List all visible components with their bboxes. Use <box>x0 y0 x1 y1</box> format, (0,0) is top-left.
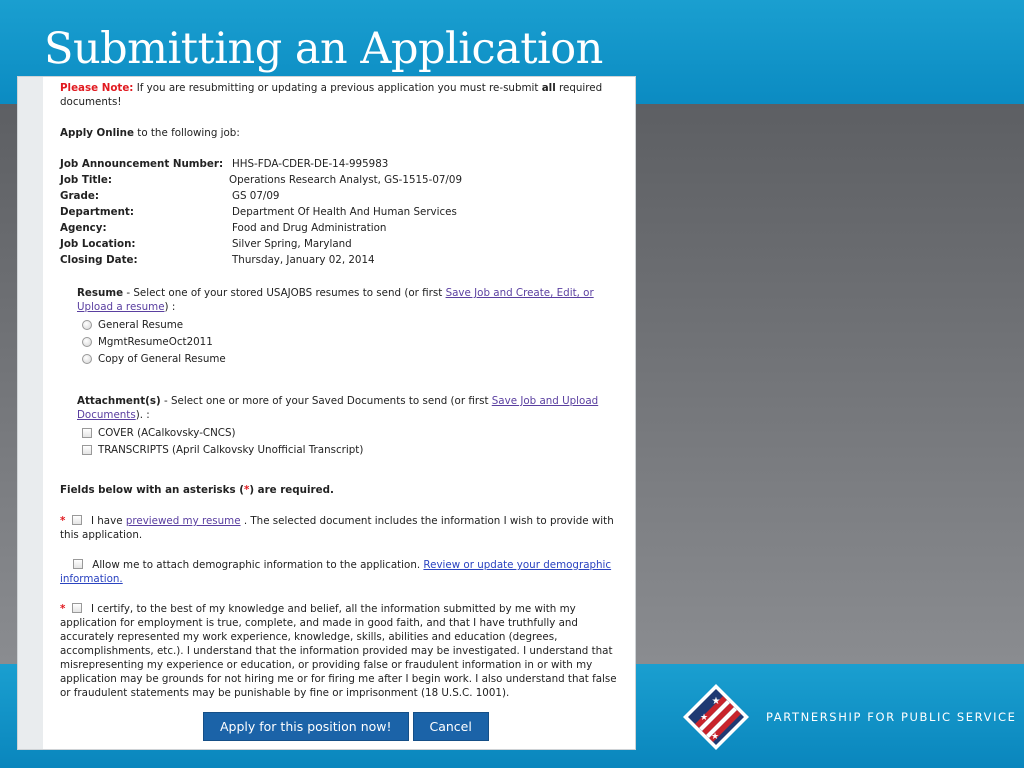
job-announcement-label: Job Announcement Number: <box>60 158 224 170</box>
attachments-label: Attachment(s) <box>77 395 161 407</box>
resume-radio[interactable] <box>82 354 92 364</box>
apply-online-label: Apply Online <box>60 127 134 139</box>
certify-checkbox[interactable] <box>72 603 82 613</box>
resume-text: - Select one of your stored USAJOBS resumes to send (or first <box>126 287 443 299</box>
required-asterisk: * <box>243 484 250 496</box>
previewed-resume-link[interactable]: previewed my resume <box>125 515 241 527</box>
attachment-checkbox[interactable] <box>82 445 92 455</box>
svg-text:★: ★ <box>699 713 709 723</box>
svg-text:★: ★ <box>710 732 720 742</box>
attachment-checkbox[interactable] <box>82 428 92 438</box>
required-note-text-after: ) are required. <box>249 484 334 496</box>
resume-option[interactable] <box>82 350 624 367</box>
attachments-section <box>77 394 624 458</box>
preview-resume-checkbox[interactable] <box>72 515 82 525</box>
job-location-label: Job Location: <box>60 238 136 250</box>
form-buttons <box>203 712 489 741</box>
resume-option-label: General Resume <box>98 318 184 331</box>
slide-title: Submitting an Application <box>44 24 603 74</box>
apply-button[interactable]: Apply for this position now! <box>203 712 409 741</box>
attachment-option-label: TRANSCRIPTS (April Calkovsky Unofficial Transcript) <box>98 443 364 456</box>
note-text: If you are resubmitting or updating a previous application you must re-submit <box>136 82 539 94</box>
upload-documents-link[interactable]: Save Job and Upload Documents <box>77 395 599 421</box>
create-resume-link[interactable]: Save Job and Create, Edit, or Upload a resume <box>77 287 594 313</box>
resume-option-label: MgmtResumeOct2011 <box>98 335 213 348</box>
closing-date-value: Thursday, January 02, 2014 <box>232 254 375 266</box>
demographic-text: Allow me to attach demographic information to the application. <box>92 559 421 571</box>
resume-section <box>77 286 624 367</box>
note-text-after: required documents! <box>60 82 603 108</box>
preview-resume-statement <box>60 514 624 542</box>
note-emphasis: all <box>541 82 556 94</box>
resume-radio[interactable] <box>82 320 92 330</box>
required-asterisk: * <box>60 603 66 615</box>
attachment-option-label: COVER (ACalkovsky-CNCS) <box>98 426 236 439</box>
agency-label: Agency: <box>60 222 107 234</box>
demographic-checkbox[interactable] <box>73 559 83 569</box>
job-announcement-value: HHS-FDA-CDER-DE-14-995983 <box>232 158 389 170</box>
required-asterisk: * <box>60 515 66 527</box>
resume-radio[interactable] <box>82 337 92 347</box>
cancel-button[interactable]: Cancel <box>413 712 489 741</box>
certification-text: I certify, to the best of my knowledge and belief, all the information submitted by me with my application for employment is true, complete, and made in good faith, and that I have truthfully and accurately represented my work experience, knowledge, skills, abilities and education (degrees, accomplishments, etc.). I understand that the information provided may be investigated. I understand that misrepresenting my experience or education, or providing false or fraudulent information in or with my application may be grounds for not hiring me or for firing me after I begin work. I also understand that false or fraudulent statements may be punishable by fine or imprisonment (18 U.S.C. 1001). <box>60 603 617 699</box>
resubmit-note <box>60 81 624 109</box>
application-form <box>60 81 624 700</box>
demographic-statement <box>60 558 624 586</box>
partnership-logo-icon <box>682 683 750 751</box>
preview-text-after: . The selected document includes the information I wish to provide with this application. <box>60 515 614 541</box>
organization-name: PARTNERSHIP FOR PUBLIC SERVICE <box>766 710 1017 724</box>
attachments-text: - Select one or more of your Saved Documents to send (or first <box>163 395 489 407</box>
attachments-instructions <box>77 394 624 422</box>
certification-statement <box>60 602 626 700</box>
department-label: Department: <box>60 206 134 218</box>
grade-label: Grade: <box>60 190 99 202</box>
attachment-option[interactable] <box>82 424 624 441</box>
department-value: Department Of Health And Human Services <box>232 206 457 218</box>
job-title-value: Operations Research Analyst, GS-1515-07/09 <box>229 174 462 186</box>
resume-instructions <box>77 286 624 314</box>
resume-text-after: ) : <box>164 301 176 313</box>
apply-online-line <box>60 126 624 140</box>
demographic-link[interactable]: Review or update your demographic information. <box>60 559 612 585</box>
application-screenshot <box>17 76 636 750</box>
required-note-text: Fields below with an asterisks ( <box>60 484 244 496</box>
resume-option[interactable] <box>82 333 624 350</box>
apply-online-text: to the following job: <box>137 127 240 139</box>
preview-text: I have <box>90 515 123 527</box>
resume-option[interactable] <box>82 316 624 333</box>
job-location-value: Silver Spring, Maryland <box>232 238 352 250</box>
resume-option-label: Copy of General Resume <box>98 352 226 365</box>
required-fields-note <box>60 483 624 497</box>
grade-value: GS 07/09 <box>232 190 280 202</box>
job-details <box>60 157 624 267</box>
page-margin-strip <box>18 77 43 749</box>
attachment-option[interactable] <box>82 441 624 458</box>
note-label: Please Note: <box>60 82 134 94</box>
attachments-text-after: ). : <box>135 409 150 421</box>
svg-text:★: ★ <box>711 696 721 707</box>
closing-date-label: Closing Date: <box>60 254 138 266</box>
job-title-label: Job Title: <box>60 174 112 186</box>
agency-value: Food and Drug Administration <box>232 222 387 234</box>
resume-label: Resume <box>77 287 124 299</box>
